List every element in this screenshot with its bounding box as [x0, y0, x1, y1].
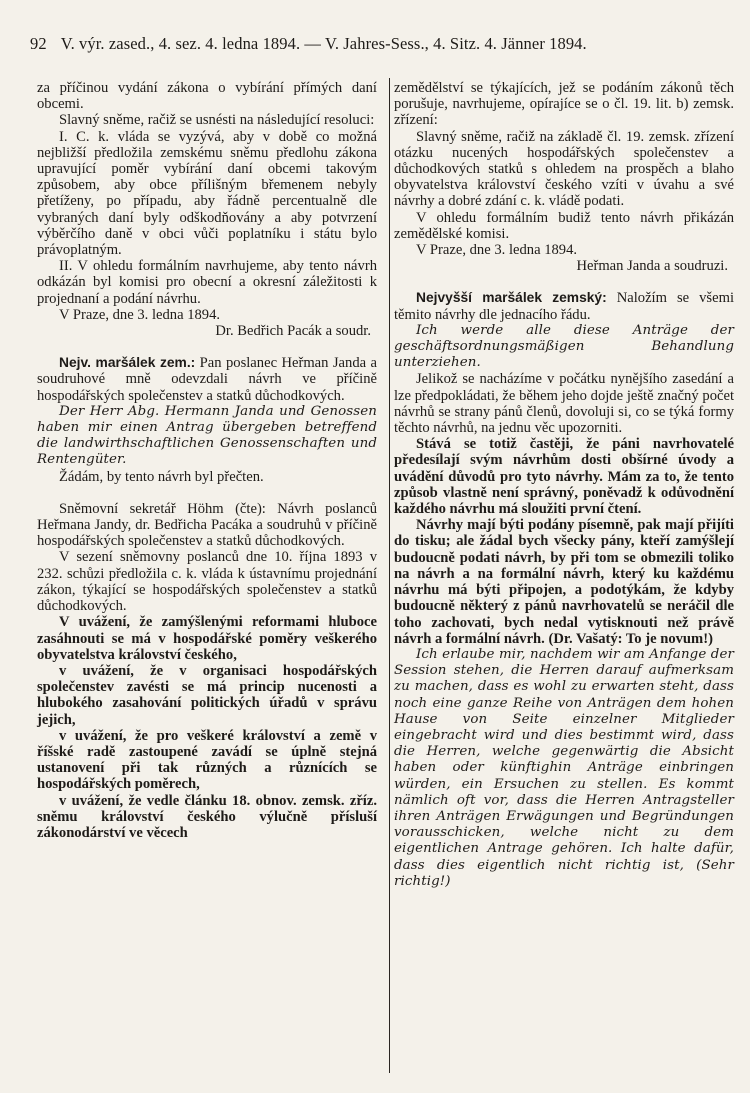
- place-date: V Praze, dne 3. ledna 1894.: [59, 306, 221, 323]
- speech-text: Naložím se všemi těmito návrhy dle jednacího řádu.: [394, 290, 734, 323]
- right-column: [394, 80, 734, 890]
- paragraph: zemědělství se týkajících, jež se podáním zákonů těch porušuje, navrhujeme, opírajíce se o čl. 19. lit. b) zemsk. zřízení:: [394, 80, 734, 129]
- paragraph: v uvážení, že pro veškeré království a země v říšské radě zastoupené zavádí se úplně stejná ustanovení při tak různých a různících se hospodářských poměrech,: [37, 727, 377, 793]
- paragraph: v uvážení, že vedle článku 18. obnov. zemsk. zříz. sněmu království českého výlučně přísluší zákonodárství ve věcech: [37, 792, 377, 841]
- german-paragraph: Ich erlaube mir, nachdem wir am Anfange der Session stehen, die Herren darauf aufmerksam zu machen, dass es wohl zu erwarten steht, dass noch eine ganze Reihe von Anträgen dem hohen Hause von Seite einzelner Mitglieder eingebracht wird und dies bestimmt wird, dass die Herren, welche gegenwärtig die Absicht haben oder künftighin Anträge einbringen würden, ein Ersuchen zu stellen. Es kommt nämlich oft vor, dass die Herren Antragsteller ihren Anträgen Erwägungen und Begründungen vorausschicken, welche nicht zu dem eigentlichen Antrage gehören. Ich halte dafür, dass dies eigentlich nicht richtig ist, (Sehr richtig!): [394, 646, 734, 889]
- paragraph: za příčinou vydání zákona o vybírání přímých daní obcemi.: [37, 80, 377, 113]
- paragraph: V sezení sněmovny poslanců dne 10. října 1893 v 232. schůzi předložila c. k. vláda k ústavnímu projednání zákon, týkající se hospodářských společenstev a statků důchodkových.: [37, 549, 377, 615]
- paragraph: Žádám, by tento návrh byl přečten.: [59, 468, 264, 485]
- paragraph: V uvážení, že zamýšlenými reformami hluboce zasáhnouti se má v hospodářské poměry veškerého obyvatelstva království českého,: [37, 614, 377, 663]
- paragraph: Slavný sněme, račiž se usnésti na následující resoluci:: [59, 112, 375, 129]
- german-paragraph: Ich werde alle diese Anträge der geschäftsordnungsmäßigen Behandlung unterziehen.: [394, 322, 734, 371]
- speaker-name: Nejv. maršálek zem.:: [59, 355, 196, 371]
- speech-text: (čte): Návrh poslanců Heřmana Jandy, dr. Bedřicha Pacáka a soudruhů v příčině hospodářských společenstev a statků důchodkových.: [37, 500, 378, 550]
- paragraph: Stává se totiž častěji, že páni navrhovatelé předesílají svým návrhům dosti obšírné úvody a uvádění důvodů pro tyto návrhy. Mám za to, že tento způsob vlastně není správný, poněvadž k odůvodnění každého návrhu má sloužiti první čtení.: [394, 436, 734, 518]
- speech: [37, 355, 377, 404]
- speech: [394, 290, 734, 322]
- paragraph: I. C. k. vláda se vyzývá, aby v době co možná nejbližší předložila zemskému sněmu předlohu zákona upravující poměr vybírání daní obcemi takovým způsobem, aby obce přílišným břemenem nebyly přetíženy, po případu, aby řádně percentualně dle vybraných daní byly odškodňovány a aby potvrzení výběrčího daně v obci vůči poplatníku i státu bylo právoplatným.: [37, 128, 377, 259]
- signature: Heřman Janda a soudruzi.: [576, 258, 728, 275]
- column-divider: [389, 78, 390, 1073]
- speaker-name: Sněmovní sekretář Höhm: [59, 500, 224, 517]
- page-number: 92: [30, 34, 47, 53]
- speech-text: Pan poslanec Heřman Janda a soudruhové mně odevzdali návrh ve příčině hospodářských společenstev a statků důchodkových.: [37, 355, 377, 404]
- speaker-name: Nejvyšší maršálek zemský:: [416, 290, 607, 306]
- paragraph: Slavný sněme, račiž na základě čl. 19. zemsk. zřízení otázku nucených hospodářských společenstev a důchodkových statků s ohledem na prospěch a blaho obyvatelstva království českého vzíti v úvahu a své návrhy a dobré zdání c. k. vládě podati.: [394, 128, 734, 210]
- page-header: [30, 34, 720, 54]
- german-paragraph: Der Herr Abg. Hermann Janda und Genossen haben mir einen Antrag übergeben betreffend die landwirthschaftlichen Genossenschaften und Rentengüter.: [37, 403, 377, 468]
- paragraph: Návrhy mají býti podány písemně, pak mají přijíti do tisku; ale žádal bych všecky pány, kteří zamýšlejí budoucně podati návrh, by při tom se obmezili toliko na návrh a na formální návrh, který ku každému návrhu má býti připojen, a podotýkám, že kdyby budoucně některý z pánů navrhovatelů se neráčil dle toho zachovati, bych nedal vytisknouti než právě návrh a formální návrh. (Dr. Vašatý: To je novum!): [394, 517, 734, 647]
- signature: Dr. Bedřich Pacák a soudr.: [215, 323, 371, 340]
- left-column: [37, 80, 377, 841]
- running-head: V. výr. zased., 4. sez. 4. ledna 1894. — V. Jahres-Sess., 4. Sitz. 4. Jänner 1894.: [60, 34, 587, 53]
- paragraph: V ohledu formálním budiž tento návrh přikázán zemědělské komisi.: [394, 209, 734, 242]
- paragraph: v uvážení, že v organisaci hospodářských společenstev zavésti se má princip nucenosti a hlubokého zasahování politických úřadů v správu jejich,: [37, 662, 377, 728]
- paragraph: II. V ohledu formálním navrhujeme, aby tento návrh odkázán byl komisi pro obecní a okresní záležitosti k projednaní a podání návrhu.: [37, 258, 377, 307]
- speech: [37, 501, 377, 550]
- paragraph: Jelikož se nacházíme v počátku nynějšího zasedání a lze předpokládati, že během jeho dojde ještě značný počet návrhů se strany pánů členů, dovoluji si, co se týká formy těchto návrhů, na jednu věc upozorniti.: [394, 371, 734, 437]
- place-date: V Praze, dne 3. ledna 1894.: [416, 242, 578, 259]
